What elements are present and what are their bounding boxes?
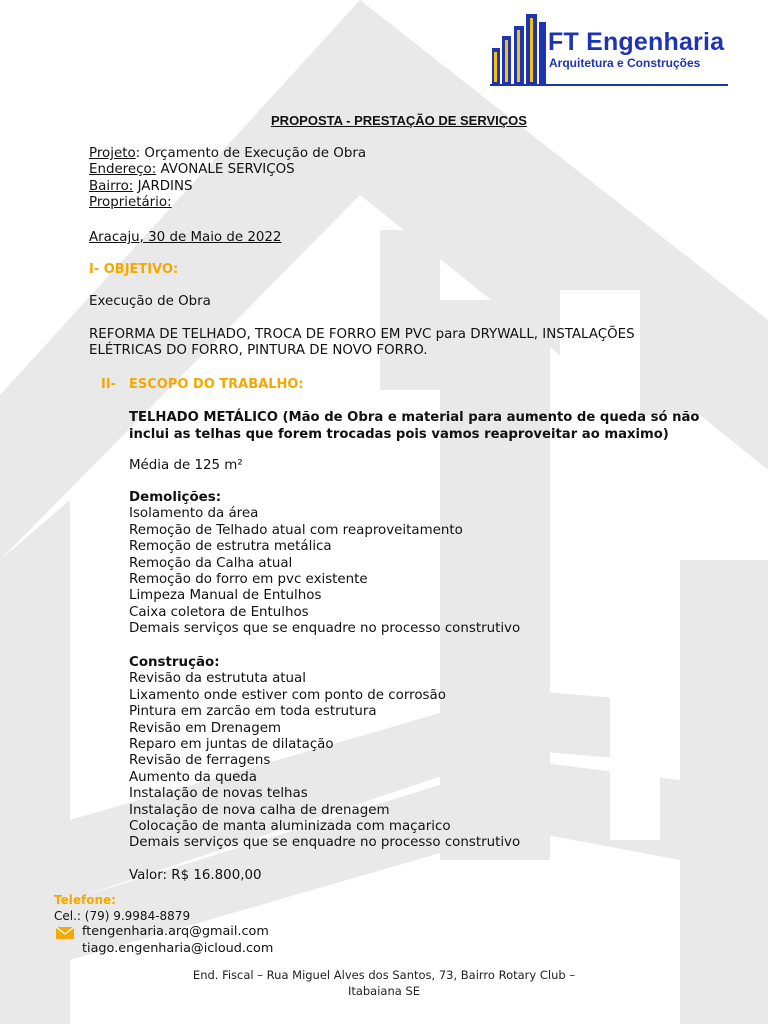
list-item: Colocação de manta aluminizada com maçarico — [129, 819, 451, 835]
neighborhood-line: Bairro: JARDINS — [89, 178, 193, 194]
construction-heading: Construção: — [129, 655, 220, 670]
list-item: Reparo em juntas de dilatação — [129, 737, 334, 753]
email-row — [54, 924, 269, 941]
company-name: FT Engenharia — [548, 28, 725, 56]
scope-number: II- — [101, 377, 117, 392]
objective-description: REFORMA DE TELHADO, TROCA DE FORRO EM PVC para DRYWALL, INSTALAÇÕES ELÉTRICAS DO FORRO, PINTURA DE NOVO FORRO. — [89, 327, 635, 359]
list-item: Limpeza Manual de Entulhos — [129, 588, 322, 604]
list-item: Remoção do forro em pvc existente — [129, 572, 368, 588]
list-item: Remoção de Telhado atual com reaproveitamento — [129, 522, 463, 538]
list-item: Instalação de novas telhas — [129, 786, 308, 802]
address-line: Endereço: AVONALE SERVIÇOS — [89, 162, 295, 178]
scope-heading: ESCOPO DO TRABALHO: — [129, 377, 304, 392]
project-info — [89, 146, 366, 212]
scope-area: Média de 125 m² — [129, 458, 243, 473]
phone-heading: Telefone: — [54, 893, 116, 907]
list-item: Demais serviços que se enquadre no processo construtivo — [129, 835, 521, 851]
envelope-icon — [56, 927, 74, 939]
list-item: Aumento da queda — [129, 769, 258, 785]
email-link-secondary[interactable]: tiago.engenharia@icloud.com — [82, 941, 274, 956]
list-item: Remoção de estrutra metálica — [129, 539, 332, 555]
list-item: Demais serviços que se enquadre no processo construtivo — [129, 621, 521, 637]
list-item: Remoção da Calha atual — [129, 555, 293, 571]
document-date: Aracaju, 30 de Maio de 2022 — [89, 230, 282, 245]
demolition-heading: Demolições: — [129, 490, 222, 505]
email-row — [54, 941, 274, 958]
project-line: Projeto: Orçamento de Execução de Obra — [89, 146, 367, 161]
email-link-primary[interactable]: ftengenharia.arq@gmail.com — [82, 924, 269, 939]
list-item: Revisão em Drenagem — [129, 720, 281, 736]
list-item: Revisão da estrututa atual — [129, 671, 306, 687]
phone-number[interactable]: Cel.: (79) 9.9984-8879 — [54, 909, 191, 923]
list-item: Revisão de ferragens — [129, 753, 271, 769]
construction-section — [129, 655, 520, 852]
contact-block — [54, 892, 274, 958]
list-item: Isolamento da área — [129, 506, 259, 522]
document-title: PROPOSTA - PRESTAÇÃO DE SERVIÇOS — [271, 113, 527, 128]
owner-line: Proprietário: — [89, 195, 172, 211]
footer-address: End. Fiscal – Rua Miguel Alves dos Santos, 73, Bairro Rotary Club – Itabaiana SE — [192, 968, 576, 998]
demolition-section — [129, 490, 520, 638]
total-value: Valor: R$ 16.800,00 — [129, 868, 262, 883]
list-item: Lixamento onde estiver com ponto de corrosão — [129, 687, 446, 703]
company-tagline: Arquitetura e Construções — [549, 56, 701, 70]
objective-text: Execução de Obra — [89, 294, 211, 309]
objective-heading: I- OBJETIVO: — [89, 262, 179, 277]
scope-item-title: TELHADO METÁLICO (Mão de Obra e material para aumento de queda só não inclui as telhas que forem trocadas pois vamos reaproveitar ao maximo) — [129, 410, 700, 442]
list-item: Caixa coletora de Entulhos — [129, 604, 309, 620]
list-item: Pintura em zarcão em toda estrutura — [129, 704, 377, 720]
list-item: Instalação de nova calha de drenagem — [129, 802, 390, 818]
